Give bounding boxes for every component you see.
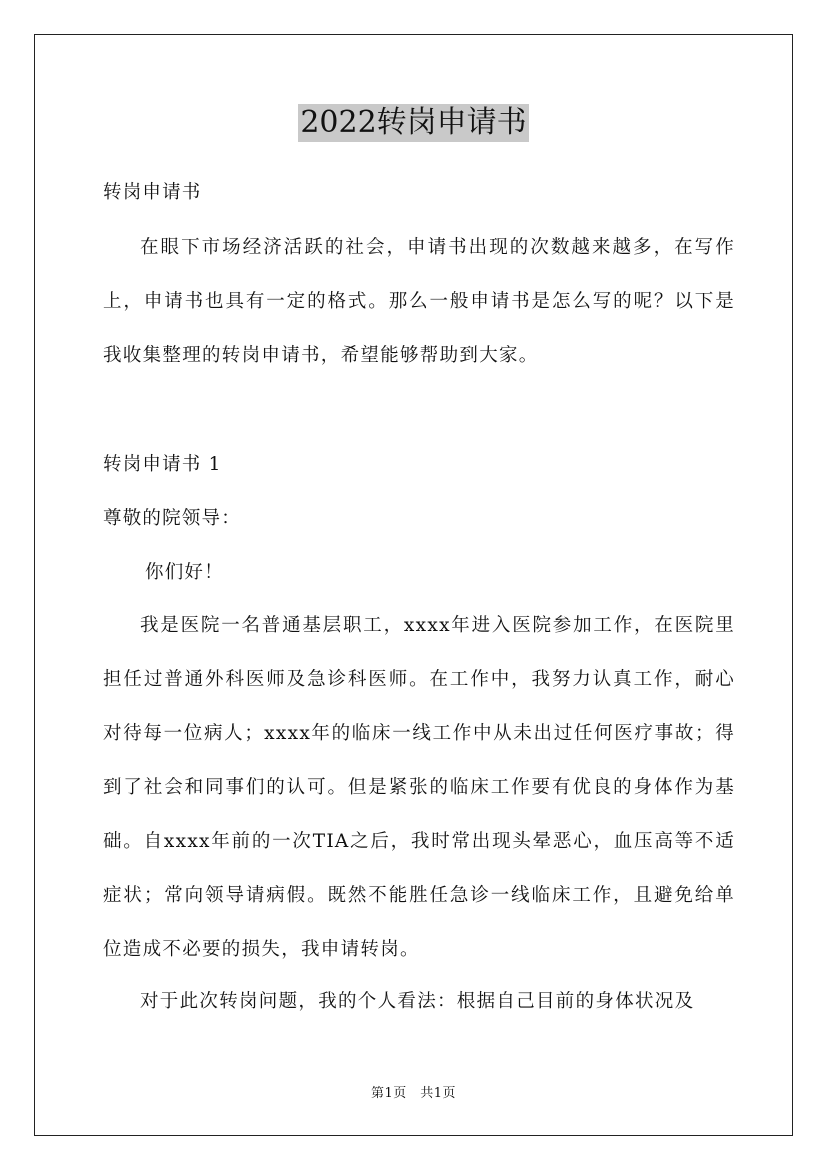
body-paragraph-2: 对于此次转岗问题，我的个人看法：根据自己目前的身体状况及 [140, 991, 695, 1012]
intro-paragraph: 在眼下市场经济活跃的社会，申请书出现的次数越来越多，在写作上，申请书也具有一定的格式。那么一般申请书是怎么写的呢？以下是我收集整理的转岗申请书，希望能够帮助到大家。 [103, 237, 735, 366]
section-heading: 转岗申请书 1 [103, 454, 222, 475]
subtitle: 转岗申请书 [103, 182, 202, 203]
greeting: 你们好！ [145, 562, 224, 583]
salutation: 尊敬的院领导： [103, 508, 241, 529]
title-container [0, 104, 827, 142]
document-title: 2022转岗申请书 [300, 105, 527, 140]
body-paragraph-1: 我是医院一名普通基层职工，xxxx年进入医院参加工作，在医院里担任过普通外科医师及急诊科医师。在工作中，我努力认真工作，耐心对待每一位病人；xxxx年的临床一线工作中从未出过任何医疗事故；得到了社会和同事们的认可。但是紧张的临床工作要有优良的身体作为基础。自xxxx年前的一次TIA之后，我时常出现头晕恶心，血压高等不适症状；常向领导请病假。既然不能胜任急诊一线临床工作，且避免给单位造成不必要的损失，我申请转岗。 [103, 615, 735, 960]
page-footer: 第1页 共1页 [370, 1086, 457, 1101]
